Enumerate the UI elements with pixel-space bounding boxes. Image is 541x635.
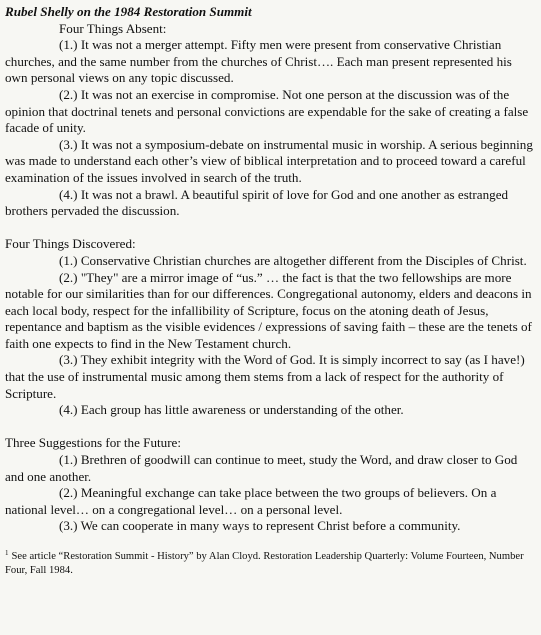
document-title: Rubel Shelly on the 1984 Restoration Summit [5, 4, 252, 19]
section-spacer [5, 419, 535, 436]
footnote-text: See article “Restoration Summit - History” by Alan Cloyd. Restoration Leadership Quarterly: Volume Fourteen, Number Four, Fall 1984. [5, 551, 524, 576]
discovered-item-1: (1.) Conservative Christian churches are altogether different from the Disciples of Christ. [59, 252, 527, 268]
absent-item-3: (3.) It was not a symposium-debate on instrumental music in worship. A serious beginning was made to understand each other’s view of biblical interpretation and to proceed toward a careful examination of the issues involved in search of the truth. [5, 136, 533, 185]
absent-item-2: (2.) It was not an exercise in compromise. Not one person at the discussion was of the opinion that doctrinal tenets and personal convictions are expendable for the sake of creating a false facade of unity. [5, 86, 529, 136]
section-heading-suggestions: Three Suggestions for the Future: [5, 435, 182, 451]
footnote-marker: 1 [5, 549, 9, 557]
footnote [5, 546, 535, 578]
discovered-item-3: (3.) They exhibit integrity with the Word of God. It is simply incorrect to say (as I have!) that the use of instrumental music among them stems from a lack of respect for the authority of Scripture. [5, 352, 525, 401]
section-heading-absent: Four Things Absent: [59, 20, 167, 36]
section-spacer [5, 220, 535, 237]
suggestion-item-2: (2.) Meaningful exchange can take place between the two groups of believers. On a national level… on a congregational level… on a personal level. [5, 485, 497, 517]
discovered-item-4: (4.) Each group has little awareness or understanding of the other. [59, 402, 404, 418]
absent-item-4: (4.) It was not a brawl. A beautiful spirit of love for God and one another as estranged brothers pervaded the discussion. [5, 186, 509, 219]
absent-item-1: (1.) It was not a merger attempt. Fifty men were present from conservative Christian churches, and the same number from the churches of Christ…. Each man present represented his own personal views on any topic discussed. [5, 37, 512, 86]
suggestion-item-1: (1.) Brethren of goodwill can continue to meet, study the Word, and draw closer to God and one another. [5, 452, 518, 484]
suggestion-item-3: (3.) We can cooperate in many ways to represent Christ before a community. [59, 518, 461, 534]
discovered-item-2: (2.) "They" are a mirror image of “us.” … the fact is that the two fellowships are more notable for our similarities than for our differences. Congregational autonomy, elders and deacons in each local body, respect for the infallibility of Scripture, focus on the atoning death of Jesus, repentance and baptism as the visible evidences / expressions of saving faith – these are the tenets of faith one expects to find in the New Testament church. [5, 269, 532, 351]
section-heading-discovered: Four Things Discovered: [5, 236, 136, 252]
